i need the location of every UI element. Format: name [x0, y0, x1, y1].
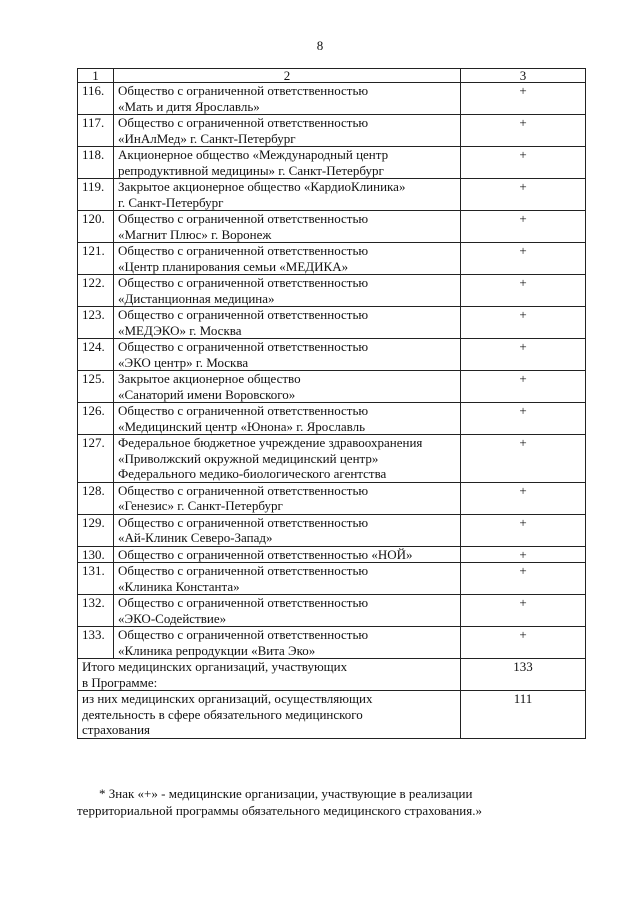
totals-label-line: Итого медицинских организаций, участвующих [82, 659, 348, 674]
row-number: 118. [78, 147, 114, 179]
totals-label-line: страхования [82, 722, 151, 737]
participation-mark: + [461, 563, 586, 595]
organization-name [114, 307, 461, 339]
organization-name-line: «ЭКО центр» г. Москва [118, 354, 249, 370]
organization-name [114, 563, 461, 595]
table-row [78, 307, 586, 339]
participation-mark: + [461, 403, 586, 435]
organization-name-line: Общество с ограниченной ответственностью [118, 243, 369, 258]
totals-row [78, 691, 586, 739]
organization-name [114, 179, 461, 211]
totals-value: 111 [461, 691, 586, 739]
table-row [78, 563, 586, 595]
organization-name [114, 403, 461, 435]
organization-name-line: Общество с ограниченной ответственностью [118, 339, 369, 354]
participation-mark: + [461, 595, 586, 627]
organization-name-line: «Центр планирования семьи «МЕДИКА» [118, 258, 349, 274]
participation-mark: + [461, 211, 586, 243]
organization-name [114, 627, 461, 659]
participation-mark: + [461, 243, 586, 275]
page-number: 8 [316, 38, 324, 53]
totals-label-line: в Программе: [82, 674, 158, 690]
participation-mark: + [461, 371, 586, 403]
organization-name-line: репродуктивной медицины» г. Санкт-Петербург [118, 162, 384, 178]
table-header-row [78, 69, 586, 83]
participation-mark: + [461, 307, 586, 339]
table-row [78, 83, 586, 115]
participation-mark: + [461, 546, 586, 563]
participation-mark: + [461, 514, 586, 546]
table-row [78, 243, 586, 275]
row-number: 123. [78, 307, 114, 339]
totals-row [78, 659, 586, 691]
table-row [78, 627, 586, 659]
organization-name [114, 211, 461, 243]
participation-mark: + [461, 147, 586, 179]
table-row [78, 514, 586, 546]
participation-mark: + [461, 627, 586, 659]
participation-mark: + [461, 179, 586, 211]
organization-name-line: «Дистанционная медицина» [118, 290, 275, 306]
organization-name-line: «Клиника Константа» [118, 578, 240, 594]
organization-name [114, 514, 461, 546]
participation-mark: + [461, 115, 586, 147]
organization-name [114, 275, 461, 307]
row-number: 124. [78, 339, 114, 371]
organization-name [114, 147, 461, 179]
organization-name-line: «Приволжский окружной медицинский центр» [118, 450, 379, 466]
table-row [78, 147, 586, 179]
organization-name [114, 115, 461, 147]
organization-name-line: Общество с ограниченной ответственностью «НОЙ» [118, 546, 413, 562]
organization-name-line: Общество с ограниченной ответственностью [118, 563, 369, 578]
organization-name [114, 435, 461, 483]
row-number: 127. [78, 435, 114, 483]
footnote-line-2: территориальной программы обязательного медицинского страхования.» [77, 803, 482, 818]
organization-name-line: «Медицинский центр «Юнона» г. Ярославль [118, 418, 366, 434]
organization-name-line: Общество с ограниченной ответственностью [118, 514, 369, 530]
organization-name-line: Закрытое акционерное общество «КардиоКлиника» [118, 179, 406, 194]
organization-name-line: Закрытое акционерное общество [118, 371, 301, 386]
participation-mark: + [461, 83, 586, 115]
organization-name-line: «Клиника репродукции «Вита Эко» [118, 642, 316, 658]
organization-name-line: Общество с ограниченной ответственностью [118, 115, 369, 130]
organization-name-line: Общество с ограниченной ответственностью [118, 83, 369, 98]
totals-value: 133 [461, 659, 586, 691]
participation-mark: + [461, 482, 586, 514]
table-row [78, 115, 586, 147]
header-cell-3: 3 [461, 69, 586, 83]
organization-name [114, 482, 461, 514]
row-number: 119. [78, 179, 114, 211]
organization-name [114, 339, 461, 371]
table-row [78, 403, 586, 435]
row-number: 132. [78, 595, 114, 627]
totals-label [78, 691, 461, 739]
organization-name-line: г. Санкт-Петербург [118, 194, 224, 210]
table-row [78, 482, 586, 514]
organization-name-line: «Санаторий имени Воровского» [118, 386, 296, 402]
row-number: 126. [78, 403, 114, 435]
totals-label-line: деятельность в сфере обязательного медицинского [82, 706, 363, 722]
organization-name-line: «Магнит Плюс» г. Воронеж [118, 226, 272, 242]
organization-name-line: Общество с ограниченной ответственностью [118, 211, 369, 226]
row-number: 125. [78, 371, 114, 403]
header-cell-1: 1 [78, 69, 114, 83]
row-number: 131. [78, 563, 114, 595]
organization-name-line: «Мать и дитя Ярославль» [118, 98, 260, 114]
table-row [78, 595, 586, 627]
footnote-line-1: * Знак «+» - медицинские организации, участвующие в реализации [99, 786, 473, 801]
row-number: 133. [78, 627, 114, 659]
row-number: 128. [78, 482, 114, 514]
row-number: 117. [78, 115, 114, 147]
organization-name [114, 243, 461, 275]
organization-name-line: Федерального медико-биологического агентства [118, 466, 387, 481]
totals-label-line: из них медицинских организаций, осуществляющих [82, 691, 373, 706]
row-number: 122. [78, 275, 114, 307]
row-number: 116. [78, 83, 114, 115]
table-row [78, 371, 586, 403]
organization-name-line: Общество с ограниченной ответственностью [118, 595, 369, 610]
row-number: 121. [78, 243, 114, 275]
row-number: 120. [78, 211, 114, 243]
organization-name [114, 595, 461, 627]
organization-name-line: Общество с ограниченной ответственностью [118, 482, 369, 498]
table-row [78, 211, 586, 243]
organization-name-line: Общество с ограниченной ответственностью [118, 307, 369, 322]
row-number: 129. [78, 514, 114, 546]
participation-mark: + [461, 339, 586, 371]
organization-name-line: Общество с ограниченной ответственностью [118, 403, 369, 418]
participation-mark: + [461, 435, 586, 483]
organization-name [114, 546, 461, 563]
table-row [78, 179, 586, 211]
organization-name-line: Федеральное бюджетное учреждение здравоохранения [118, 435, 423, 450]
table-row [78, 275, 586, 307]
footnote [77, 785, 585, 819]
table-row [78, 435, 586, 483]
organization-name-line: «Генезис» г. Санкт-Петербург [118, 498, 283, 513]
organization-name-line: Общество с ограниченной ответственностью [118, 275, 369, 290]
row-number: 130. [78, 546, 114, 563]
organization-name-line: «ЭКО-Содействие» [118, 610, 227, 626]
header-cell-2: 2 [114, 69, 461, 83]
totals-label [78, 659, 461, 691]
table-row [78, 339, 586, 371]
organization-name-line: Акционерное общество «Международный центр [118, 147, 389, 162]
participation-mark: + [461, 275, 586, 307]
organization-name [114, 371, 461, 403]
organization-name-line: «МЕДЭКО» г. Москва [118, 322, 242, 338]
organizations-table [77, 68, 586, 739]
organization-name-line: «ИнАлМед» г. Санкт-Петербург [118, 130, 296, 146]
table-row [78, 546, 586, 563]
organization-name-line: «Ай-Клиник Северо-Запад» [118, 530, 273, 545]
organization-name [114, 83, 461, 115]
organization-name-line: Общество с ограниченной ответственностью [118, 627, 369, 642]
